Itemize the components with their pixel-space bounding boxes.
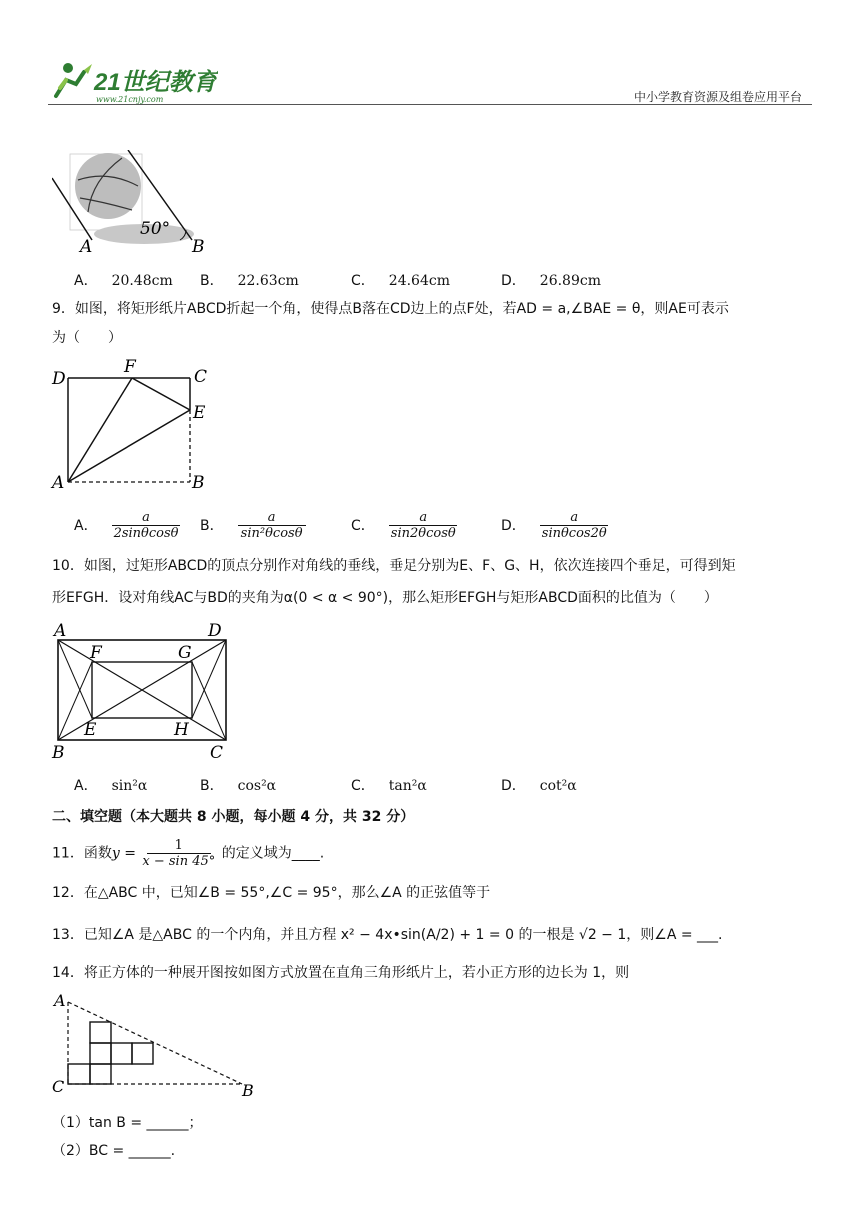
q8-option-b[interactable]: B． 22.63cm (200, 273, 299, 289)
runner-icon (56, 63, 92, 96)
q9-figure (50, 358, 220, 494)
q9-text-line2: 为（ ） (52, 330, 122, 346)
q9-option-d[interactable]: D． $\frac{a}{\sin\theta\cos 2\theta}$ (501, 510, 607, 541)
point-c-label: C (194, 367, 208, 387)
q10-option-c[interactable]: C． tan²α (351, 778, 427, 794)
q10-text-line2: 形EFGH．设对角线AC与BD的夹角为α(0 < α < 90°)，那么矩形EFGH与矩形ABCD面积的比值为（ ） (52, 590, 718, 606)
point-f-label: F (124, 358, 136, 377)
point-b-label: B (52, 743, 65, 762)
point-a-label: A (80, 237, 93, 254)
q8-option-c[interactable]: C． 24.64cm (351, 273, 450, 289)
q13-text: 13．已知∠A 是△ABC 的一个内角，并且方程 x² − 4x•sin(A/2) + 1 = 0 的一根是 √2 − 1，则∠A = ___. (52, 927, 723, 943)
q14-sub2: （2）BC = ______. (52, 1143, 176, 1159)
q14-figure (48, 992, 268, 1098)
q9-text-line1: 9．如图，将矩形纸片ABCD折起一个角，使得点B落在CD边上的点F处，若AD = a,∠BAE = θ，则AE可表示 (52, 301, 729, 317)
q12-text: 12．在△ABC 中，已知∠B = 55°,∠C = 95°，那么∠A 的正弦值等于 (52, 885, 491, 901)
header-divider (48, 104, 812, 105)
section-title: 二、填空题（本大题共 8 小题，每小题 4 分，共 32 分） (52, 809, 415, 825)
point-a-label: A (54, 621, 67, 641)
point-b-label: B (192, 237, 205, 254)
point-f-label: F (90, 643, 102, 663)
q10-option-a[interactable]: A． sin²α (74, 778, 148, 794)
logo-main-text: 21世纪教育 (94, 69, 217, 96)
logo-url-text: www.21cnjy.com (96, 95, 164, 104)
q10-option-d[interactable]: D． cot²α (501, 778, 577, 794)
point-a-label: A (54, 992, 66, 1010)
q8-option-d[interactable]: D． 26.89cm (501, 273, 601, 289)
q10-text-line1: 10．如图，过矩形ABCD的顶点分别作对角线的垂线，垂足分别为E、F、G、H，依次连接四个垂足，可得到矩 (52, 558, 736, 574)
q9-option-c[interactable]: C． $\frac{a}{\sin 2\theta\cos\theta}$ (351, 510, 456, 541)
point-e-label: E (84, 720, 97, 740)
angle-label: 50° (140, 219, 171, 239)
point-e-label: E (193, 403, 206, 423)
point-g-label: G (178, 643, 192, 663)
q14-sub1: （1）tan B = ______； (52, 1115, 203, 1131)
q11-text: 11．函数y = $\frac{1}{x - \sin 45^\circ}$ 的定义域为____. (52, 838, 325, 869)
q14-text: 14．将正方体的一种展开图按如图方式放置在直角三角形纸片上，若小正方形的边长为 1，则 (52, 965, 630, 981)
q10-option-b[interactable]: B． cos²α (200, 778, 277, 794)
point-d-label: D (52, 369, 66, 389)
point-c-label: C (52, 1077, 65, 1096)
point-b-label: B (242, 1081, 254, 1098)
point-b-label: B (192, 473, 205, 493)
point-h-label: H (174, 720, 189, 740)
q9-option-b[interactable]: B． $\frac{a}{\text{sin²θcosθ}}$ (200, 510, 306, 541)
q10-figure (48, 620, 238, 762)
point-c-label: C (210, 743, 224, 762)
site-logo (48, 58, 218, 104)
platform-name: 中小学教育资源及组卷应用平台 (633, 90, 802, 104)
q8-option-a[interactable]: A． 20.48cm (74, 273, 173, 289)
q8-figure (52, 150, 212, 254)
point-d-label: D (208, 621, 222, 641)
q9-option-a[interactable]: A． $\frac{a}{2\sin\theta\cos\theta}$ (74, 510, 179, 541)
point-a-label: A (52, 473, 65, 493)
